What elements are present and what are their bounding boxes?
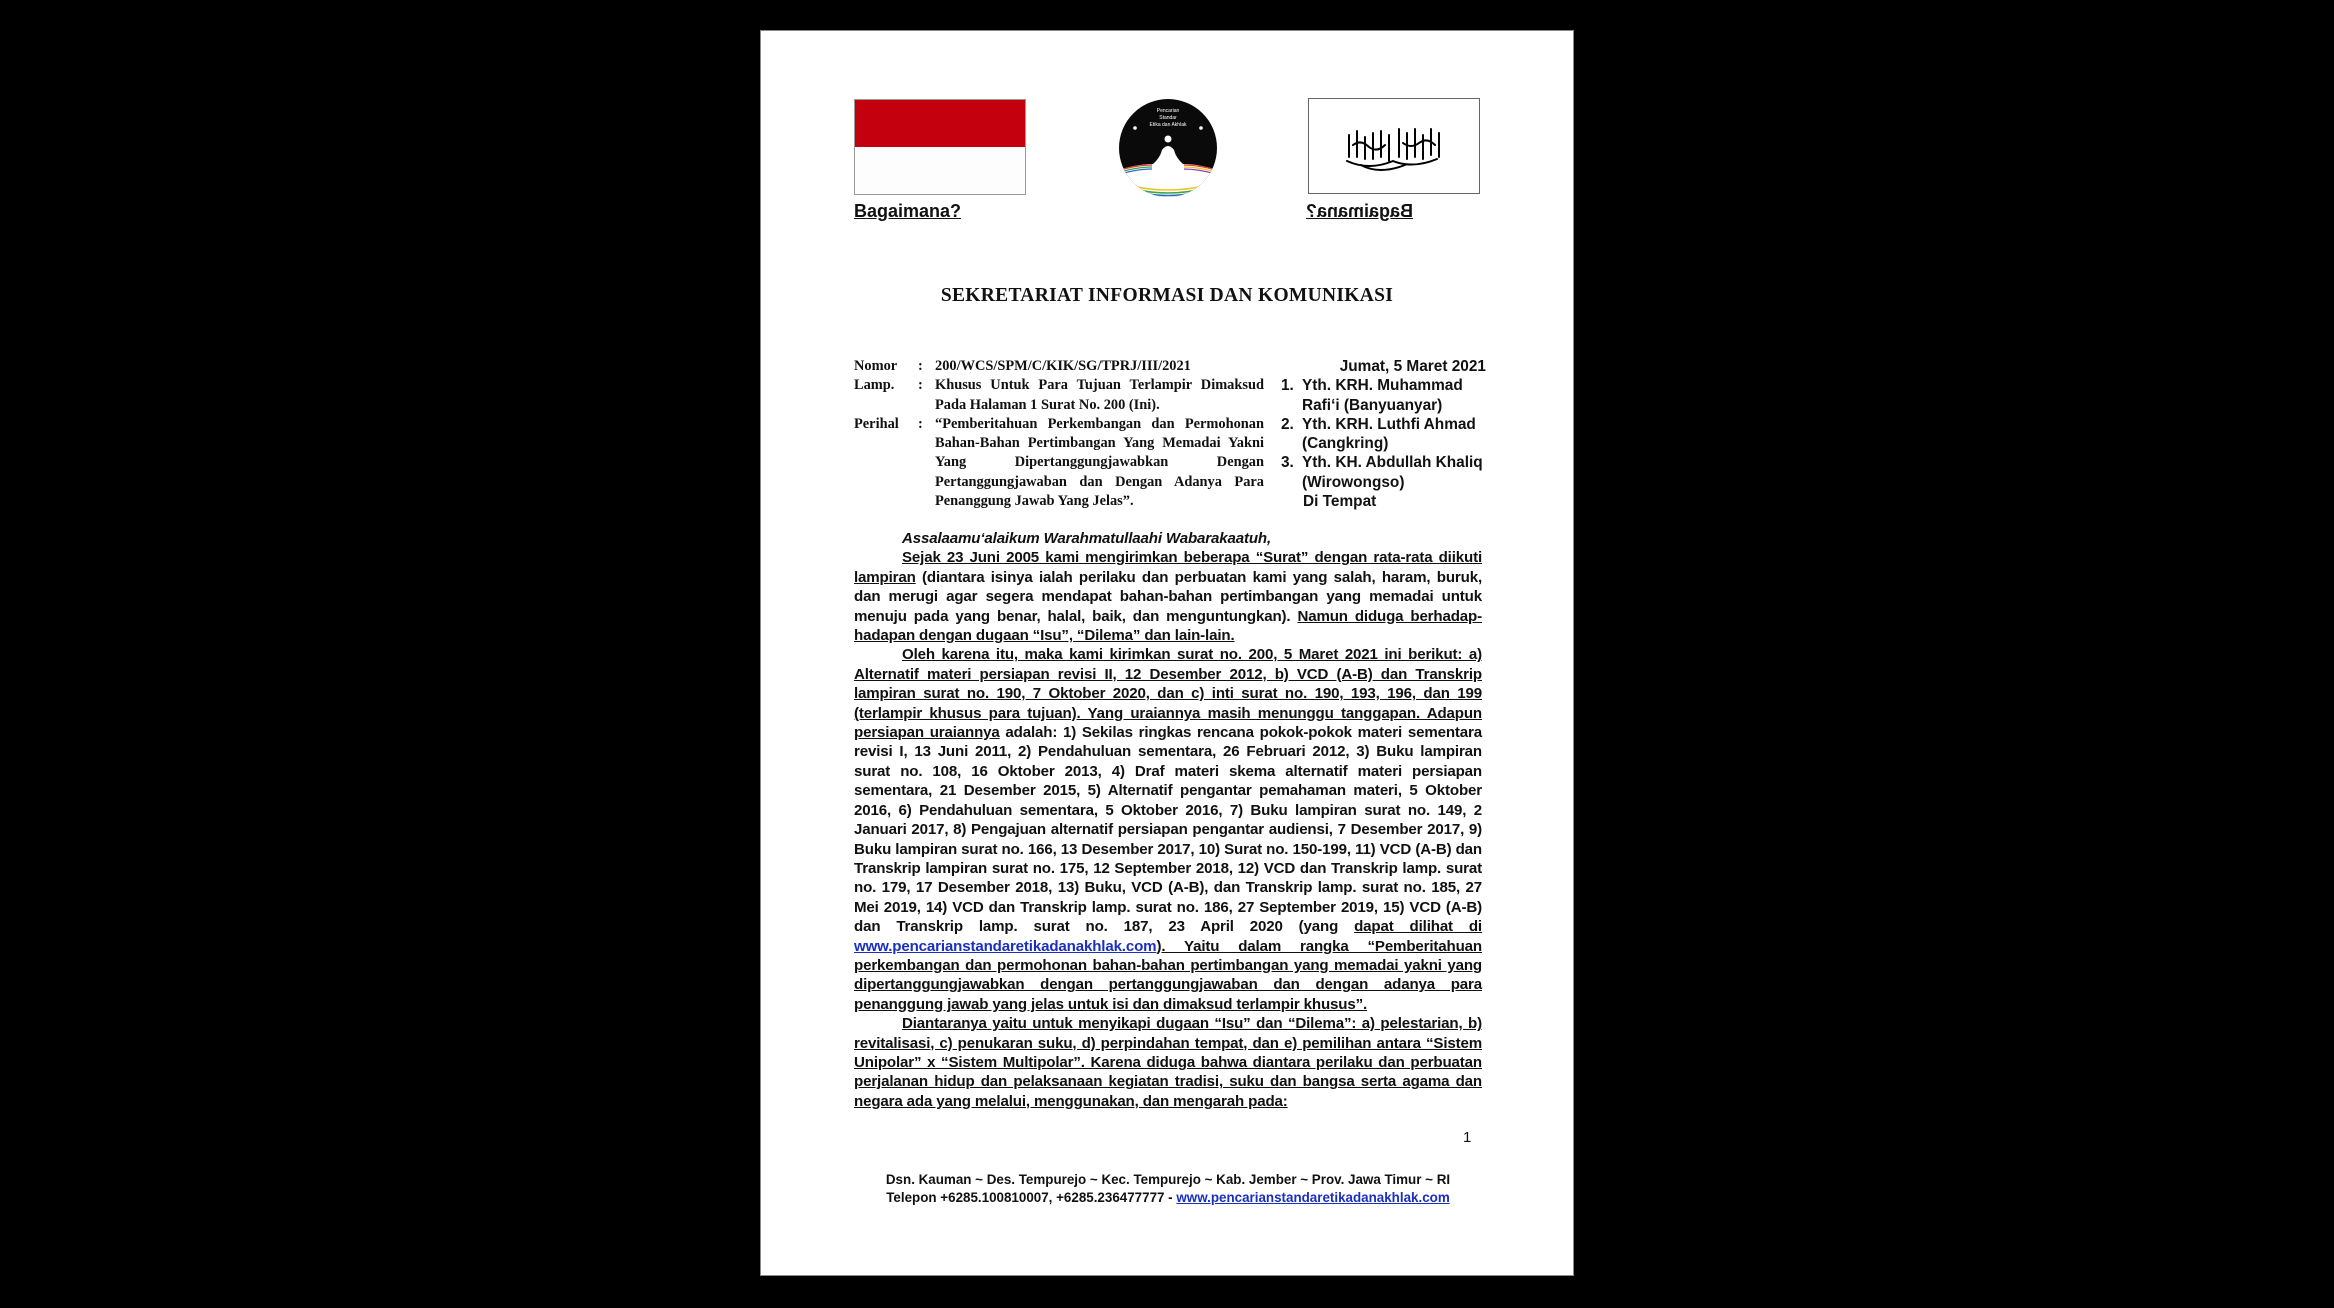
footer bbox=[841, 1171, 1495, 1207]
paragraph-1 bbox=[854, 548, 1482, 645]
recipient-location: Di Tempat bbox=[1303, 493, 1377, 511]
perihal-value: “Pemberitahuan Perkembangan dan Permohonan Bahan-Bahan Pertimbangan Yang Memadai Yakni Yang Dipertanggungjawabkan Dengan Pertanggungjawaban dan Dengan Adanya Para Penanggung Jawab Yang Jelas”. bbox=[935, 415, 1264, 510]
p2-underlined-2: dapat dilihat di bbox=[1354, 918, 1482, 936]
footer-address: Dsn. Kauman ~ Des. Tempurejo ~ Kec. Tempurejo ~ Kab. Jember ~ Prov. Jawa Timur ~ RI bbox=[885, 1172, 1451, 1187]
p1-plain: (diantara isinya ialah perilaku dan perbuatan kami yang salah, haram, buruk, dan merugi agar segera mendapat bahan-bahan pertimbangan yang memadai untuk menuju pada yang benar, halal, baik, dan menguntungkan). bbox=[854, 568, 1482, 625]
p3-underlined: Diantaranya yaitu untuk menyikapi dugaan “Isu” dan “Dilema”: a) pelestarian, b) revitalisasi, c) penukaran suku, d) perpindahan tempat, dan e) pemilihan antara “Sistem Unipolar” x “Sistem Multipolar”. Karena diduga bahwa diantara perilaku dan perbuatan perjalanan hidup dan pelaksanaan kegiatan tradisi, suku dan bangsa serta agama dan negara ada yang melalui, menggunakan, dan mengarah pada: bbox=[854, 1015, 1482, 1110]
nomor-label: Nomor bbox=[854, 358, 898, 374]
flag-white-stripe bbox=[855, 147, 1025, 194]
page-title: SEKRETARIAT INFORMASI DAN KOMUNIKASI bbox=[940, 285, 1394, 306]
recipient-name: Yth. KRH. Luthfi Ahmad (Cangkring) bbox=[1302, 415, 1476, 453]
paragraph-3 bbox=[854, 1014, 1482, 1111]
lamp-label: Lamp. bbox=[854, 377, 895, 394]
calligraphy-icon bbox=[1309, 99, 1479, 193]
footer-phone: Telepon +6285.100810007, +6285.236477777 - bbox=[886, 1190, 1177, 1205]
colon: : bbox=[918, 358, 923, 374]
meta-row-lamp bbox=[854, 376, 1264, 415]
recipients-block bbox=[1281, 357, 1486, 511]
logo-text-line-3: Etika dan Akhlak bbox=[1149, 122, 1187, 128]
recipient-name: Yth. KH. Abdullah Khaliq (Wirowongso) bbox=[1302, 454, 1483, 491]
colon: : bbox=[918, 377, 923, 394]
p2-underlined-end: ). Yaitu dalam rangka “Pemberitahuan perkembangan dan permohonan bahan-bahan pertimbangan yang memadai yakni yang dipertanggungjawabkan dengan pertanggungjawaban dan dengan adanya para penanggung jawab yang jelas untuk isi dan dimaksud terlampir khusus”. bbox=[854, 937, 1482, 1013]
recipient-number: 1. bbox=[1281, 377, 1294, 395]
flag-red-stripe bbox=[855, 100, 1025, 147]
document-page bbox=[760, 30, 1574, 1276]
recipient-number: 3. bbox=[1281, 454, 1294, 472]
letter-body bbox=[854, 529, 1482, 1111]
letter-meta bbox=[854, 357, 1264, 511]
paragraph-2 bbox=[854, 645, 1482, 1014]
perihal-label: Perihal bbox=[854, 415, 899, 432]
flag-left-caption: Bagaimana? bbox=[854, 201, 962, 221]
logo-text-line-1: Pencarian bbox=[1156, 108, 1180, 114]
recipient-item bbox=[1281, 453, 1486, 492]
p2-underlined: Oleh karena itu, maka kami kirimkan surat no. 200, 5 Maret 2021 ini berikut: a) Alternatif materi persiapan revisi II, 12 Desember 2012, b) VCD (A-B) dan Transkrip lampiran surat no. 190, 7 Oktober 2020, dan c) inti surat no. 190, 193, 196, dan 199 (terlampir khusus para tujuan). Yang uraiannya masih menunggu tanggapan. Adapun persiapan uraiannya bbox=[854, 646, 1482, 742]
indonesia-flag-icon bbox=[854, 99, 1026, 195]
letter-date: Jumat, 5 Maret 2021 bbox=[1339, 358, 1486, 375]
footer-contact bbox=[841, 1189, 1495, 1207]
meta-row-perihal bbox=[854, 415, 1264, 511]
logo-text-line-2: Standar bbox=[1159, 115, 1177, 121]
shahada-flag-icon bbox=[1308, 98, 1480, 194]
logo-icon bbox=[1118, 98, 1218, 198]
footer-website-link[interactable]: www.pencarianstandaretikadanakhlak.com bbox=[1176, 1190, 1450, 1205]
meta-row-nomor bbox=[854, 357, 1264, 376]
website-link[interactable]: www.pencarianstandaretikadanakhlak.com bbox=[854, 937, 1157, 955]
colon: : bbox=[918, 415, 923, 432]
recipient-name: Yth. KRH. Muhammad Rafi‘i (Banyuanyar) bbox=[1302, 377, 1463, 414]
recipient-item bbox=[1281, 376, 1486, 415]
p2-plain: adalah: 1) Sekilas ringkas rencana pokok-pokok materi sementara revisi I, 13 Juni 2011, 2) Pendahuluan sementara, 26 Februari 2012, 3) Buku lampiran surat no. 108, 16 Oktober 2013, 4) Draf materi skema alternatif materi persiapan sementara, 21 Desember 2015, 5) Alternatif pengantar pemahaman materi, 5 Oktober 2016, 6) Pendahuluan sementara, 5 Oktober 2016, 7) Buku lampiran surat no. 149, 2 Januari 2017, 8) Pengajuan alternatif persiapan pengantar audiensi, 7 Desember 2017, 9) Buku lampiran surat no. 166, 13 Desember 2017, 10) Surat no. 150-199, 11) VCD (A-B) dan Transkrip lampiran surat no. 175, 12 September 2018, 12) VCD dan Transkrip lamp. surat no. 179, 17 Desember 2018, 13) Buku, VCD (A-B), dan Transkrip lamp. surat no. 185, 27 Mei 2019, 14) VCD dan Transkrip lamp. surat no. 186, 27 September 2019, 15) VCD (A-B) dan Transkrip lamp. surat no. 187, 23 April 2020 (yang bbox=[854, 724, 1482, 936]
lamp-value: Khusus Untuk Para Tujuan Terlampir Dimaksud Pada Halaman 1 Surat No. 200 (Ini). bbox=[935, 377, 1264, 413]
flag-right-caption-mirrored: Bagaimana? bbox=[1306, 201, 1414, 221]
nomor-value: 200/WCS/SPM/C/KIK/SG/TPRJ/III/2021 bbox=[935, 358, 1191, 374]
page-number: 1 bbox=[1463, 1129, 1472, 1146]
p1-underlined: Sejak 23 Juni 2005 kami mengirimkan beberapa “Surat” dengan rata-rata diikuti lampiran bbox=[854, 549, 1482, 586]
greeting: Assalaamu‘alaikum Warahmatullaahi Wabarakaatuh, bbox=[902, 530, 1272, 547]
p1-underlined-end: Namun diduga berhadap-hadapan dengan dugaan “Isu”, “Dilema” dan lain-lain. bbox=[854, 607, 1482, 645]
recipient-item bbox=[1281, 415, 1486, 454]
recipient-number: 2. bbox=[1281, 415, 1294, 433]
